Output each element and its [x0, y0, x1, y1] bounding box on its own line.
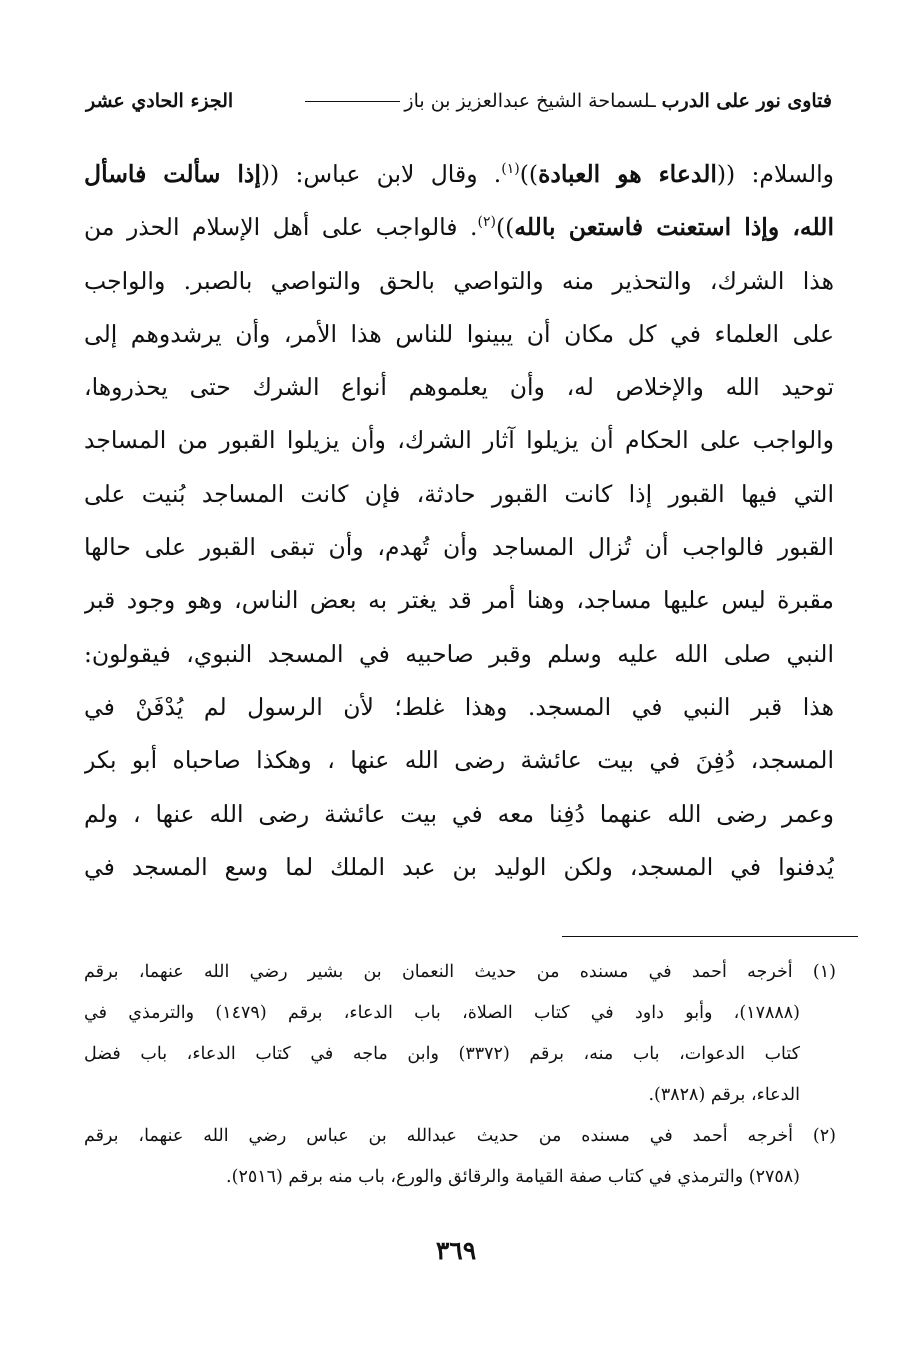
footnotes — [84, 952, 836, 1198]
text-line: مقبرة ليس عليها مساجد، وهنا أمر قد يغتر به بعض الناس، وهو وجود قبر — [84, 586, 834, 615]
text-line: المسجد، دُفِنَ في بيت عائشة رضى الله عنها ، وهكذا صاحباه أبو بكر — [84, 746, 834, 775]
author-name: لسماحة الشيخ عبدالعزيز بن باز — [404, 90, 651, 112]
text-line: القبور فالواجب أن تُزال المساجد وأن تُهدم، وأن تبقى القبور على حالها — [84, 533, 834, 562]
header-rule — [305, 101, 400, 102]
hadith-quote: إذا سألت فاسأل — [84, 160, 261, 188]
author-line: ـلسماحة الشيخ عبدالعزيز بن باز — [404, 90, 656, 112]
hadith-quote: الله، وإذا استعنت فاستعن بالله — [514, 213, 834, 242]
footnote-ref: (١) — [501, 161, 520, 178]
main-text — [84, 148, 834, 894]
text-line: وعمر رضى الله عنهما دُفِنا معه في بيت عائشة رضى الله عنها ، ولم — [84, 799, 834, 828]
header-title-group — [301, 90, 832, 112]
footnote-line: (١) أخرجه أحمد في مسنده من حديث النعمان بن بشير رضي الله عنهما، برقم — [84, 962, 836, 982]
text-line: والسلام: ((الدعاء هو العبادة))$^{(١)}$. وقال لابن عباس: ((إذا سألت فاسأل — [84, 160, 834, 188]
text-line: على العلماء في كل مكان أن يبينوا للناس هذا الأمر، وأن يرشدوهم إلى — [84, 319, 834, 348]
text-line: يُدفنوا في المسجد، ولكن الوليد بن عبد الملك لما وسع المسجد في — [84, 852, 834, 881]
footnote-line: (١٧٨٨٨)، وأبو داود في كتاب الصلاة، باب الدعاء، برقم (١٤٧٩) والترمذي في — [84, 1003, 800, 1023]
footnote-line: (٢) أخرجه أحمد في مسنده من حديث عبدالله بن عباس رضي الله عنهما، برقم — [84, 1126, 836, 1146]
text-line: هذا قبر النبي في المسجد. وهذا غلط؛ لأن الرسول لم يُدْفَنْ في — [84, 692, 834, 721]
running-header — [86, 84, 832, 118]
footnote-ref: (٢) — [477, 214, 496, 231]
footnote-line: كتاب الدعوات، باب منه، برقم (٣٣٧٢) وابن ماجه في كتاب الدعاء، باب فضل — [84, 1044, 800, 1064]
text-line: هذا الشرك، والتحذير منه والتواصي بالحق والتواصي بالصبر. والواجب — [84, 266, 834, 295]
text-line: توحيد الله والإخلاص له، وأن يعلموهم أنواع الشرك حتى يحذروها، — [84, 373, 834, 402]
text-line: الله، وإذا استعنت فاستعن بالله))$^{(٢)}$. فالواجب على أهل الإسلام الحذر من — [84, 213, 834, 242]
hadith-quote: الدعاء هو العبادة — [538, 160, 717, 188]
footnote-line: (٢٧٥٨) والترمذي في كتاب صفة القيامة والرقائق والورع، باب منه برقم (٢٥١٦). — [226, 1167, 800, 1187]
text-line: النبي صلى الله عليه وسلم وقبر صاحبيه في المسجد النبوي، فيقولون: — [84, 639, 834, 668]
footnote-line: الدعاء، برقم (٣٨٢٨). — [648, 1085, 800, 1105]
page-number: ٣٦٩ — [435, 1236, 477, 1265]
text-line: والواجب على الحكام أن يزيلوا آثار الشرك، وأن يزيلوا القبور من المساجد — [84, 426, 834, 455]
volume-part: الجزء الحادي عشر — [86, 90, 234, 112]
footnote-separator — [562, 936, 858, 937]
text-line: التي فيها القبور إذا كانت القبور حادثة، فإن كانت المساجد بُنيت على — [84, 479, 834, 508]
book-title: فتاوى نور على الدرب — [661, 90, 832, 112]
